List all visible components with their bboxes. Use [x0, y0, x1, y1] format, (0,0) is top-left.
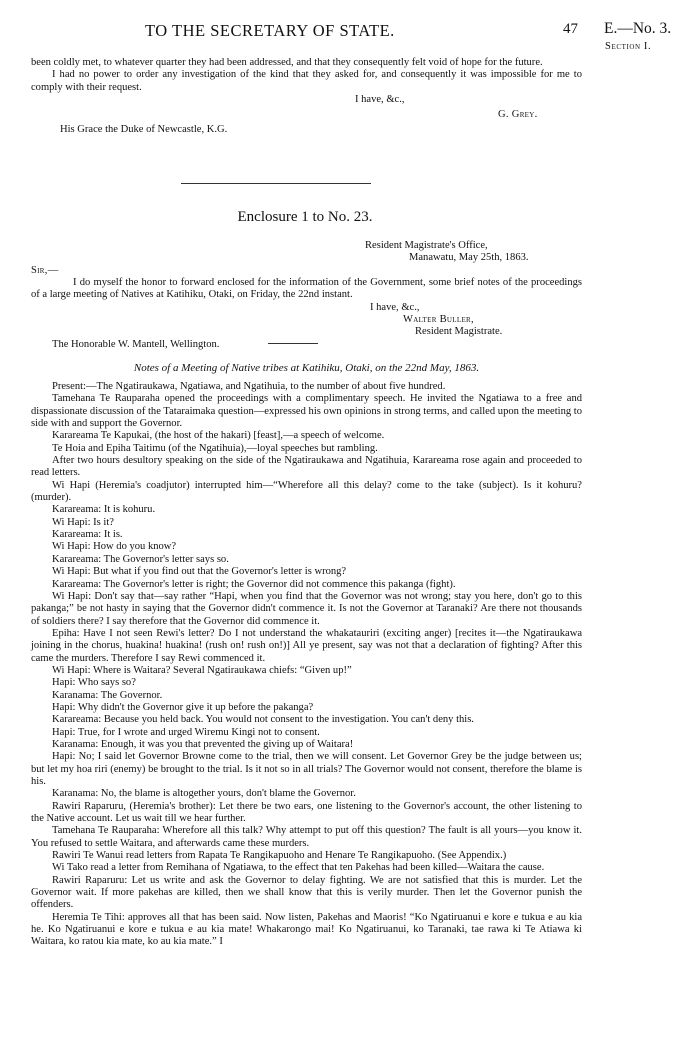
- notes-paragraph: Hapi: True, for I wrote and urged Wiremu Kingi not to consent.: [52, 726, 320, 738]
- notes-paragraph: Karareama Te Kapukai, (the host of the hakari) [feast],—a speech of welcome.: [52, 430, 385, 442]
- letter-addressee: His Grace the Duke of Newcastle, K.G.: [60, 123, 228, 135]
- notes-paragraph: After two hours desultory speaking on the side of the Ngatiraukawa and Ngatihuia, Karareama rose again and proceeded to read letters.: [31, 455, 582, 479]
- section-divider: [181, 183, 371, 184]
- section-label: Section I.: [605, 41, 652, 52]
- notes-paragraph: Karareama: The Governor's letter is right; the Governor did not commence this pakanga (fight).: [52, 578, 456, 590]
- enclosure-letter: [31, 240, 582, 351]
- notes-paragraph: Hapi: No; I said let Governor Browne come to the trial, then we will consent. Let Governor Grey be the judge between us; but let my hoa riri (enemy) be brought to the trial. Is it not so in all trials? The Governor would not consent, therefore the blame is his.: [31, 751, 582, 787]
- enclosure-signature-name: Walter Buller,: [403, 314, 474, 326]
- notes-paragraph: Hapi: Who says so?: [52, 677, 136, 689]
- notes-paragraph: Epiha: Have I not seen Rewi's letter? Do I not understand the whakatauriri (exciting anger) [recites it—the Ngatiraukawa joining in the chorus, huakina! huakina! (rush on! rush on!)] All ye present, say was not that a declaration of fighting? After this came the murders. Therefore I say Rewi commenced it.: [31, 627, 582, 664]
- enclosure-closing: I have, &c.,: [370, 301, 420, 313]
- letter-paragraph: I had no power to order any investigation of the kind that they asked for, and consequently it was impossible for me to comply with their request.: [31, 69, 582, 93]
- notes-paragraph: Heremia Te Tihi: approves all that has been said. Now listen, Pakehas and Maoris! “Ko Ngatiruanui e kore e tukua e au kia he. Ko Ngatiruanui e kore e tukua e au kia mate! Whakarongo mai! Ko Ngatiruanui, ko Taranaki, tae rawa ki Te Atiawa ki Waitara, ko ratou kia mate, ko au kia mate.” I: [31, 911, 582, 948]
- document-code: E.—No. 3.: [604, 20, 672, 37]
- notes-paragraph: Wi Hapi: Don't say that—say rather “Hapi, when you find that the Governor was not wrong; stay you here, don't go to this pakanga;” be not hasty in saying that the Governor didn't commence it. Is not the Governor at Taranaki? Are there not thousands of soldiers there? I say therefore that the Governor did commence it.: [31, 590, 582, 627]
- office-address: Resident Magistrate's Office,: [365, 240, 488, 251]
- notes-paragraph: Karanama: Enough, it was you that prevented the giving up of Waitara!: [52, 738, 354, 750]
- notes-paragraph: Wi Hapi: Is it?: [52, 516, 114, 528]
- notes-paragraph: Wi Tako read a letter from Remihana of Ngatiawa, to the effect that ten Pakehas had been killed—Waitara the cause.: [52, 862, 545, 874]
- notes-paragraph: Karareama: It is kohuru.: [52, 504, 156, 516]
- notes-paragraph: Tamehana Te Rauparaha: Wherefore all this talk? Why attempt to put off this question? The fault is all yours—you know it. You refused to settle Waitara, and afterwards came these murders.: [31, 825, 582, 849]
- letter-signature: G. Grey.: [498, 109, 538, 121]
- short-divider: [268, 343, 318, 344]
- enclosure-addressee: The Honorable W. Mantell, Wellington.: [52, 338, 220, 350]
- enclosure-signature-title: Resident Magistrate.: [415, 326, 503, 338]
- notes-paragraph: Karanama: No, the blame is altogether yours, don't blame the Governor.: [52, 788, 356, 800]
- notes-paragraph: Hapi: Why didn't the Governor give it up before the pakanga?: [52, 701, 314, 713]
- running-header-title: TO THE SECRETARY OF STATE.: [145, 21, 395, 40]
- letter-continuation: [31, 57, 582, 136]
- letter-closing: I have, &c.,: [355, 94, 405, 106]
- enclosure-body: I do myself the honor to forward enclosed for the information of the Government, some brief notes of the proceedings of a large meeting of Natives at Katihiku, Otaki, on Friday, the 22nd instant.: [31, 277, 582, 301]
- salutation: Sir,—: [31, 264, 59, 276]
- notes-paragraph: Present:—The Ngatiraukawa, Ngatiawa, and Ngatihuia, to the number of about five hundred.: [52, 381, 446, 392]
- notes-paragraph: Karanama: The Governor.: [52, 689, 163, 701]
- notes-paragraph: Wi Hapi: But what if you find out that the Governor's letter is wrong?: [52, 566, 347, 578]
- notes-paragraph: Wi Hapi: Where is Waitara? Several Ngatiraukawa chiefs: “Given up!”: [52, 664, 352, 676]
- notes-paragraph: Wi Hapi (Heremia's coadjutor) interrupted him—“Wherefore all this delay? come to the take (subject). Is it kohuru? (murder).: [31, 479, 582, 504]
- notes-paragraph: Te Hoia and Epiha Taitimu (of the Ngatihuia),—loyal speeches but rambling.: [52, 442, 378, 454]
- notes-paragraph: Rawiri Raparuru: Let us write and ask the Governor to delay fighting. We are not satisfied that this is murder. Let the Governor wait. If more pakehas are killed, then we shall know that this is verily murder. Then let the Governor punish the offenders.: [31, 874, 582, 911]
- office-date: Manawatu, May 25th, 1863.: [409, 252, 529, 264]
- notes-paragraph: Tamehana Te Rauparaha opened the proceedings with a complimentary speech. He invited the Ngatiawa to a free and dispassionate discussion of the Tataraimaka question—expressed his own opinions in strong terms, and called upon the meeting to side with and support the Governor.: [31, 393, 582, 430]
- notes-paragraph: Karareama: It is.: [52, 529, 123, 541]
- letter-paragraph: been coldly met, to whatever quarter they had been addressed, and that they consequently felt void of hope for the future.: [31, 57, 543, 68]
- enclosure-title: Enclosure 1 to No. 23.: [237, 209, 373, 225]
- notes-paragraph: Karareama: The Governor's letter says so.: [52, 553, 229, 565]
- page-number: 47: [563, 21, 578, 37]
- notes-body: [31, 381, 582, 949]
- notes-title: Notes of a Meeting of Native tribes at Katihiku, Otaki, on the 22nd May, 1863.: [133, 362, 480, 374]
- notes-paragraph: Karareama: Because you held back. You would not consent to the investigation. You can't deny this.: [52, 714, 474, 726]
- notes-paragraph: Wi Hapi: How do you know?: [52, 541, 177, 553]
- notes-paragraph: Rawiri Te Wanui read letters from Rapata Te Rangikapuoho and Henare Te Rangikapuoho. (See Appendix.): [52, 850, 507, 862]
- notes-paragraph: Rawiri Raparuru, (Heremia's brother): Let there be two ears, one listening to the Governor's account, the other listening to the Native account. Let us wait till we hear further.: [31, 800, 582, 825]
